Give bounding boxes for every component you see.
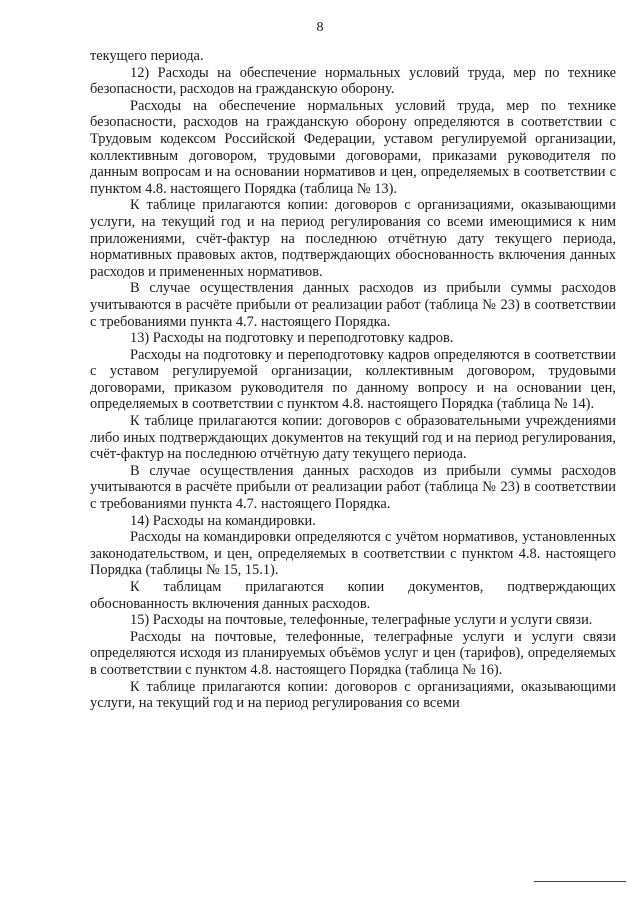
paragraph: К таблице прилагаются копии: договоров с организациями, оказывающими услуги, на текущий год и на период регулирования со всеми имеющимися к ним приложениями, счёт-фактур на последнюю отчётную дату текущего периода, нормативных правовых актов, подтверждающих обоснованность включения данных расходов и примененных нормативов. <box>90 197 616 280</box>
section-heading-15: 15) Расходы на почтовые, телефонные, телеграфные услуги и услуги связи. <box>130 612 593 629</box>
paragraph: Расходы на обеспечение нормальных условий труда, мер по технике безопасности, расходов на гражданскую оборону определяются в соответствии с Трудовым кодексом Российской Федерации, уставом регулируемой организации, коллективным договором, трудовыми договорами, приказами руководителя по данным вопросам и на основании нормативов и цен, определяемых в соответствии с пунктом 4.8. настоящего Порядка (таблица № 13). <box>90 97 616 197</box>
paragraph: Расходы на почтовые, телефонные, телеграфные услуги и услуги связи определяются исходя из планируемых объёмов услуг и цен (тарифов), определяемых в соответствии с пунктом 4.8. настоящего Порядка (таблица № 16). <box>90 628 616 678</box>
paragraph: Расходы на подготовку и переподготовку кадров определяются в соответствии с уставом регулируемой организации, коллективным договором, трудовыми договорами, приказом руководителя по данному вопросу и на основании цен, определяемых в соответствии с пунктом 4.8. настоящего Порядка (таблица № 14). <box>90 346 616 413</box>
paragraph: К таблицам прилагаются копии документов, подтверждающих обоснованность включения данных расходов. <box>90 579 616 612</box>
footer-divider <box>534 881 626 882</box>
section-heading-14: 14) Расходы на командировки. <box>130 512 316 529</box>
document-body <box>90 48 616 712</box>
page-number: 8 <box>316 20 324 35</box>
paragraph: Расходы на командировки определяются с учётом нормативов, установленных законодательством, и цен, определяемых в соответствии с пунктом 4.8. настоящего Порядка (таблицы № 15, 15.1). <box>90 529 616 579</box>
paragraph: В случае осуществления данных расходов из прибыли суммы расходов учитываются в расчёте прибыли от реализации работ (таблица № 23) в соответствии с требованиями пункта 4.7. настоящего Порядка. <box>90 280 616 330</box>
paragraph: К таблице прилагаются копии: договоров с образовательными учреждениями либо иных подтверждающих документов на текущий год и на период регулирования, счёт-фактур на последнюю отчётную дату текущего периода. <box>90 413 616 463</box>
section-heading-12: 12) Расходы на обеспечение нормальных условий труда, мер по технике безопасности, расходов на гражданскую оборону. <box>90 64 616 98</box>
paragraph: В случае осуществления данных расходов из прибыли суммы расходов учитываются в расчёте прибыли от реализации работ (таблица № 23) в соответствии с требованиями пункта 4.7. настоящего Порядка. <box>90 462 616 513</box>
paragraph: текущего периода. <box>90 48 204 64</box>
section-heading-13: 13) Расходы на подготовку и переподготовку кадров. <box>130 330 454 347</box>
paragraph: К таблице прилагаются копии: договоров с организациями, оказывающими услуги, на текущий год и на период регулирования со всеми <box>90 678 616 712</box>
